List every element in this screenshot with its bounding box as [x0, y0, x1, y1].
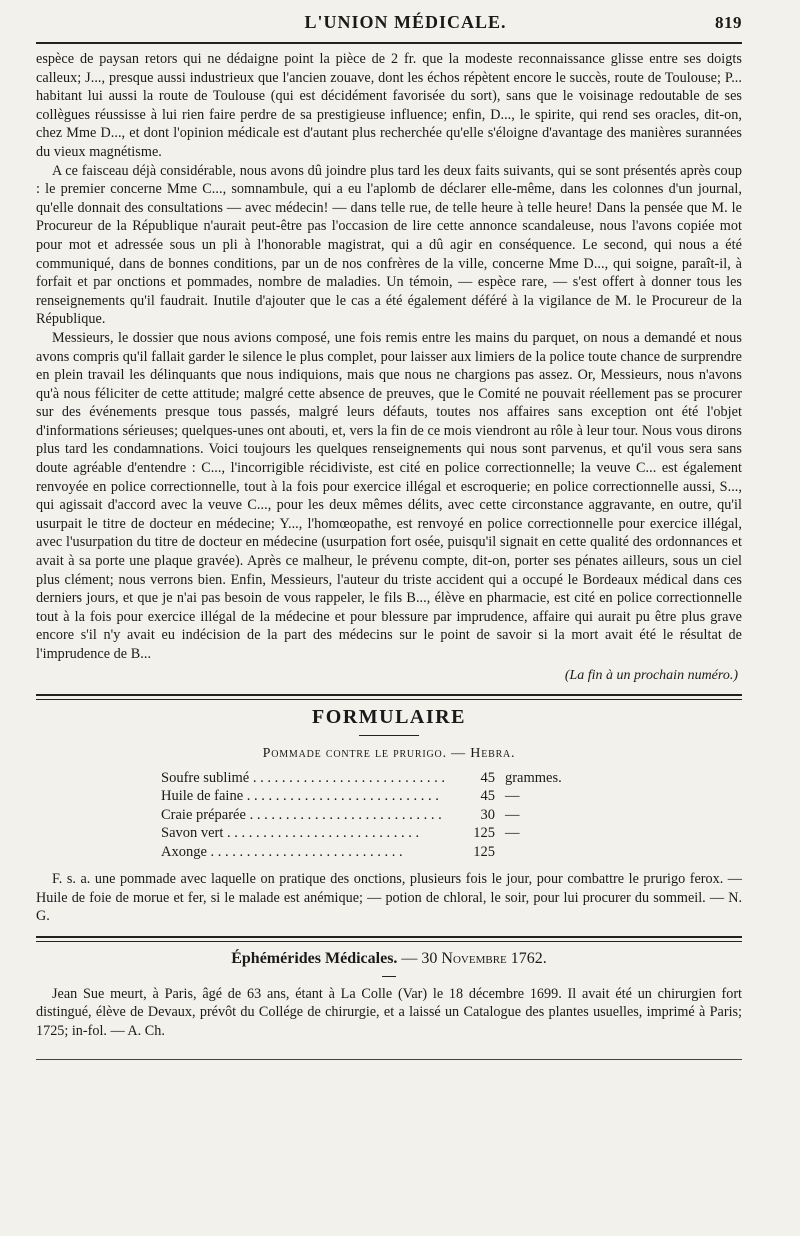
header-rule	[36, 42, 742, 44]
table-row	[161, 825, 585, 844]
ingredient-unit: grammes.	[504, 769, 562, 786]
section-divider	[36, 694, 742, 700]
ingredient-unit: —	[504, 806, 520, 823]
ingredient-unit: —	[504, 825, 520, 842]
ingredient-unit	[505, 844, 585, 863]
ephemerides-date: — 30 Novembre 1762.	[401, 949, 547, 967]
page	[36, 12, 742, 1060]
ingredients-table	[161, 770, 585, 863]
page-number: 819	[715, 13, 742, 32]
table-row	[161, 807, 585, 826]
section-divider	[36, 936, 742, 942]
table-row	[161, 770, 585, 789]
ingredient-qty: 45	[480, 769, 495, 786]
ingredient-name: Axonge . . .	[161, 844, 445, 863]
table-row	[161, 788, 585, 807]
article-body	[36, 50, 742, 664]
ingredient-qty: 45	[480, 788, 495, 805]
short-divider	[382, 976, 396, 977]
ephemerides-text: Jean Sue meurt, à Paris, âgé de 63 ans, étant à La Colle (Var) le 18 décembre 1699. Il avait été un chirurgien fort distingué, élève de Devaux, prévôt du Collége de chirurgie, et a laissé un Catalogue des plantes usuelles, imprimé à Paris; 1725; in-fol. — A. Ch.	[36, 985, 742, 1040]
ingredient-qty: 30	[480, 806, 495, 823]
paragraph: espèce de paysan retors qui ne dédaigne point la pièce de 2 fr. que la modeste reconnaissance glisse entre ses doigts calleux; J..., presque aussi industrieux que l'ancien zouave, dont les échos répètent encore le succès, route de Toulouse; P... habitant lui aussi la route de Toulouse (qui est décidément favorisée du sort), sans que le voisinage redoutable de ses collègues réussisse à lui rien faire perdre de sa prestigieuse influence; enfin, D..., le spirite, qui rend ses oracles, dit-on, chez Mme D..., et dont l'opinion médicale est d'autant plus recherchée qu'elle s'éloigne d'avantage des manières surannées du vieux magnétisme.	[36, 51, 742, 160]
short-divider	[359, 735, 419, 736]
formulaire-heading: FORMULAIRE	[312, 705, 466, 728]
recipe-title: Pommade contre le prurigo. — Hebra.	[262, 745, 516, 761]
ephemerides-heading	[36, 950, 742, 968]
continuation-note: (La fin à un prochain numéro.)	[564, 667, 738, 683]
ingredient-name: Huile de faine . . .	[161, 788, 445, 807]
footer-rule	[36, 1059, 742, 1060]
ingredient-name: Soufre sublimé . . .	[161, 770, 445, 789]
running-header	[36, 12, 742, 40]
journal-title: L'UNION MÉDICALE.	[304, 12, 507, 32]
formula-note: F. s. a. une pommade avec laquelle on pratique des onctions, plusieurs fois le jour, pour combattre le prurigo ferox. — Huile de foie de morue et fer, si le malade est anémique; — potion de chloral, le soir, pour lui procurer du sommeil. — N. G.	[36, 871, 742, 925]
ingredient-name: Craie préparée . . .	[161, 807, 445, 826]
ephemerides-title: Éphémérides Médicales.	[231, 949, 398, 967]
paragraph: A ce faisceau déjà considérable, nous avons dû joindre plus tard les deux faits suivants, qui se sont présentés après coup : le premier concerne Mme C..., somnambule, qui a eu l'aplomb de déclarer elle-même, dans les colonnes d'un journal, qu'elle donnait des consultations — avec médecin! — dans telle rue, de telle heure à telle heure! Dans la pensée que M. le Procureur de la République n'aurait peut-être pas l'occasion de lire cette annonce scandaleuse, nous l'avons copiée mot pour mot et adressée sous un pli à l'honorable magistrat, qui a dû agir en conséquence. Le second, qui nous a été communiqué, dans de bonnes conditions, par un de nos confrères de la ville, concerne Mme D..., qui soigne, paraît-il, à forfait et par onctions et pommades, nombre de maladies. Un témoin, — espèce rare, — s'est offert à donner tous les renseignements qu'il faudrait. Inutile d'ajouter que le cas a été également déféré à la vigilance de M. le Procureur de la République.	[36, 162, 742, 328]
ingredient-qty: 125	[473, 843, 495, 860]
ingredient-name: Savon vert . . .	[161, 825, 445, 844]
ingredient-qty: 125	[473, 825, 495, 842]
table-row	[161, 844, 585, 863]
ingredient-unit: —	[504, 788, 520, 805]
paragraph: Messieurs, le dossier que nous avions composé, une fois remis entre les mains du parquet, on nous a demandé et nous avons compris qu'il fallait garder le silence le plus complet, pour laisser aux limiers de la police toute chance de surprendre en plein travail les délinquants que nous indiquions, mais que nous ne chargions pas assez. Or, Messieurs, nous n'avons qu'à nous féliciter de cette attitude; malgré cette absence de preuves, que le Comité ne pouvait réellement pas se procurer sur des événements presque tous passés, malgré leurs défauts, toutes nos affaires sans exception ont été l'objet d'informations sérieuses; quelques-unes ont abouti, et, vers la fin de ce mois viendront au rôle à leur tour. Nous vous dirons plus tard les condamnations. Voici toujours les quelques renseignements qui nous sont parvenus, et qu'il vous sera sans doute agréable d'entendre : C..., l'incorrigible récidiviste, est cité en police correctionnelle; la veuve C... est également renvoyée en police correctionnelle, tout à la fois pour exercice illégal et escroquerie; en police correctionnelle aussi, S..., qui agissait d'accord avec la veuve C..., pour les deux mêmes délits, avec cette circonstance aggravante, en outre, qu'il usurpait le titre de docteur en médecine; Y..., l'homœopathe, est renvoyé en police correctionnelle pour exercice illégal, avec l'usurpation du titre de docteur en médecine (usurpation fort osée, puisqu'il signait en cette qualité des ordonnances et avait à sa porte une plaque gravée). Après ce malheur, le prévenu compte, dit-on, porter ses pénates ailleurs, sous un ciel plus clément; nous verrons bien. Enfin, Messieurs, l'auteur du triste accident qui a occupé le Bordeaux médical dans ces derniers jours, et que je n'ai pas besoin de vous rappeler, le fils B..., élève en pharmacie, est cité en police correctionnelle tout à la fois pour exercice illégal de la médecine et pour blessure par imprudence, affaire qui aurait pu être plus grave encore s'il n'y avait eu indécision de la part des médecins sur le point de savoir si la mort avait été le résultat de l'imprudence de B...	[36, 329, 742, 662]
